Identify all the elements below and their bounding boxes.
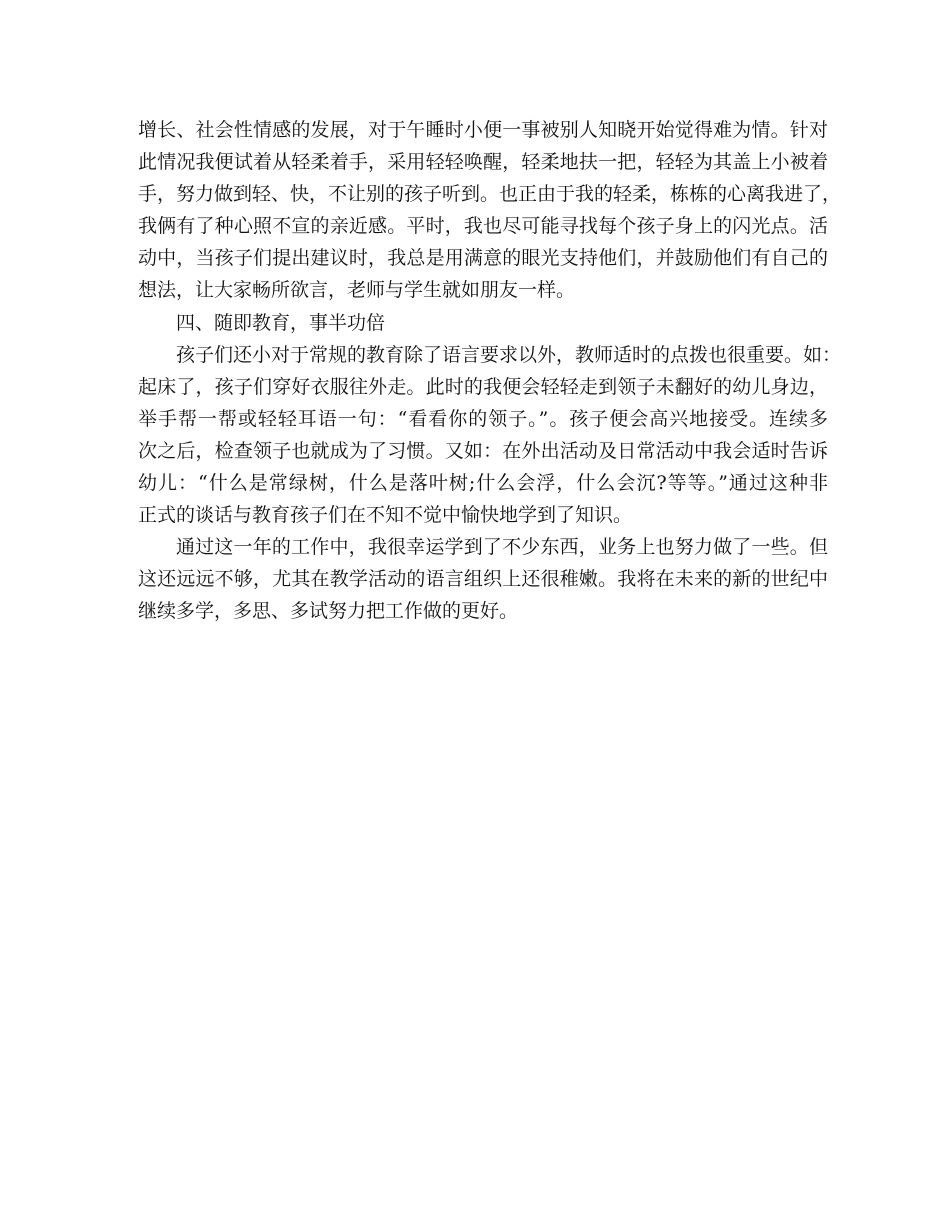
- text-line: 继续多学，多思、多试努力把工作做的更好。: [138, 600, 519, 623]
- text-line: 想法，让大家畅所欲言，老师与学生就如朋友一样。: [138, 279, 576, 302]
- text-line: 我俩有了种心照不宣的亲近感。平时，我也尽可能寻找每个孩子身上的闪光点。活: [138, 215, 828, 238]
- paragraph-continuation: [138, 114, 842, 307]
- text-line: 起床了，孩子们穿好衣服往外走。此时的我便会轻轻走到领子未翻好的幼儿身边，: [138, 375, 828, 398]
- text-line: 动中，当孩子们提出建议时，我总是用满意的眼光支持他们，并鼓励他们有自己的: [138, 247, 828, 270]
- paragraph-timely-education: [138, 339, 842, 532]
- section-heading-text: 四、随即教育，事半功倍: [176, 311, 386, 334]
- text-line: 这还远远不够，尤其在教学活动的语言组织上还很稚嫩。我将在未来的新的世纪中: [138, 568, 828, 591]
- paragraph-conclusion: [138, 531, 828, 627]
- text-line: 正式的谈话与教育孩子们在不知不觉中愉快地学到了知识。: [138, 504, 633, 527]
- text-line: 孩子们还小对于常规的教育除了语言要求以外，教师适时的点拨也很重要。如：: [176, 343, 842, 366]
- text-line: 增长、社会性情感的发展，对于午睡时小便一事被别人知晓开始觉得难为情。针对: [138, 119, 828, 141]
- text-line: 次之后，检查领子也就成为了习惯。又如：在外出活动及日常活动中我会适时告诉: [138, 439, 828, 462]
- text-line: 通过这一年的工作中，我很幸运学到了不少东西，业务上也努力做了一些。但: [176, 536, 828, 559]
- text-line: 举手帮一帮或轻轻耳语一句：“看看你的领子。”。孩子便会高兴地接受。连续多: [138, 407, 828, 430]
- text-line: 此情况我便试着从轻柔着手，采用轻轻唤醒，轻柔地扶一把，轻轻为其盖上小被着: [138, 151, 828, 174]
- section-heading: [138, 307, 828, 339]
- text-line: 幼儿：“什么是常绿树，什么是落叶树;什么会浮，什么会沉?等等。”通过这种非: [138, 472, 828, 495]
- document-body: [138, 114, 842, 628]
- text-line: 手，努力做到轻、快，不让别的孩子听到。也正由于我的轻柔，栋栋的心离我进了，: [138, 183, 842, 206]
